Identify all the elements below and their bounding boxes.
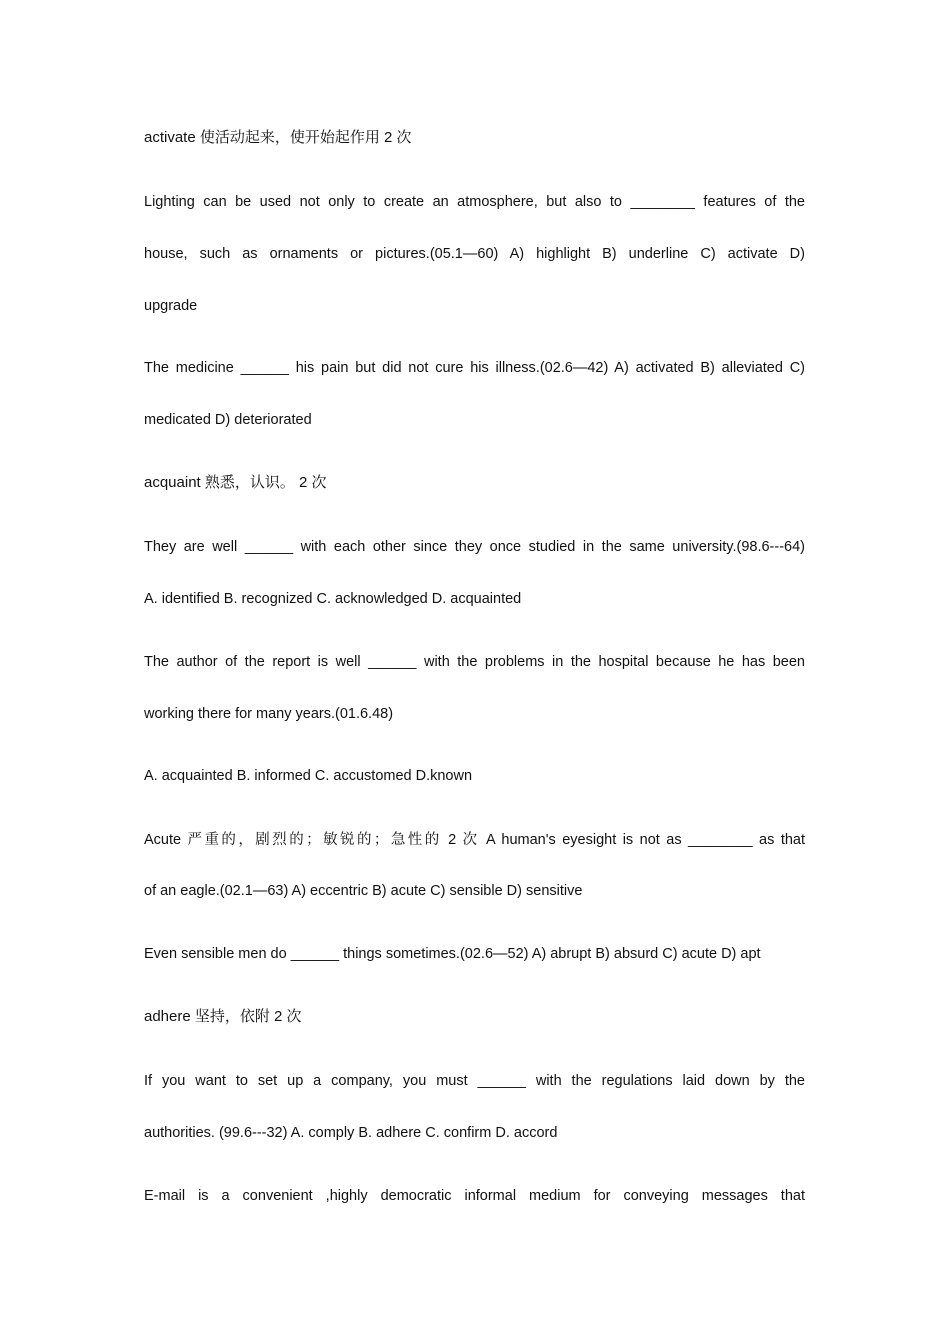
question-line: They are well ______ with each other since they once studied in the same university.(98.6---64): [144, 539, 805, 555]
answer-options-line: A. identified B. recognized C. acknowledged D. acquainted: [144, 591, 522, 607]
question-line: working there for many years.(01.6.48): [144, 706, 394, 722]
question-line: upgrade: [144, 298, 198, 314]
answer-options-line: A. acquainted B. informed C. accustomed D.known: [144, 768, 473, 784]
question-line: Lighting can be used not only to create an atmosphere, but also to ________ features of the: [144, 194, 805, 210]
vocab-heading-activate: activate 使活动起来，使开始起作用 2 次: [144, 129, 412, 146]
question-line: E-mail is a convenient ,highly democratic informal medium for conveying messages that: [144, 1188, 805, 1204]
question-line: Even sensible men do ______ things sometimes.(02.6—52) A) abrupt B) absurd C) acute D) apt: [144, 946, 761, 962]
question-line: The author of the report is well ______ with the problems in the hospital because he has been: [144, 654, 805, 670]
vocab-heading-acquaint: acquaint 熟悉，认识。 2 次: [144, 474, 327, 491]
answer-options-line: authorities. (99.6---32) A. comply B. adhere C. confirm D. accord: [144, 1125, 558, 1141]
answer-options-line: of an eagle.(02.1—63) A) eccentric B) acute C) sensible D) sensitive: [144, 883, 583, 899]
question-line: The medicine ______ his pain but did not cure his illness.(02.6—42) A) activated B) alleviated C): [144, 360, 805, 376]
question-line: house, such as ornaments or pictures.(05.1—60) A) highlight B) underline C) activate D): [144, 246, 805, 262]
question-line: medicated D) deteriorated: [144, 412, 312, 428]
vocab-heading-adhere: adhere 坚持，依附 2 次: [144, 1008, 302, 1025]
question-line: If you want to set up a company, you must ______ with the regulations laid down by the: [144, 1073, 805, 1089]
vocab-heading-acute: Acute 严重的，剧烈的；敏锐的；急性的 2 次 A human's eyesight is not as ________ as that: [144, 832, 805, 848]
